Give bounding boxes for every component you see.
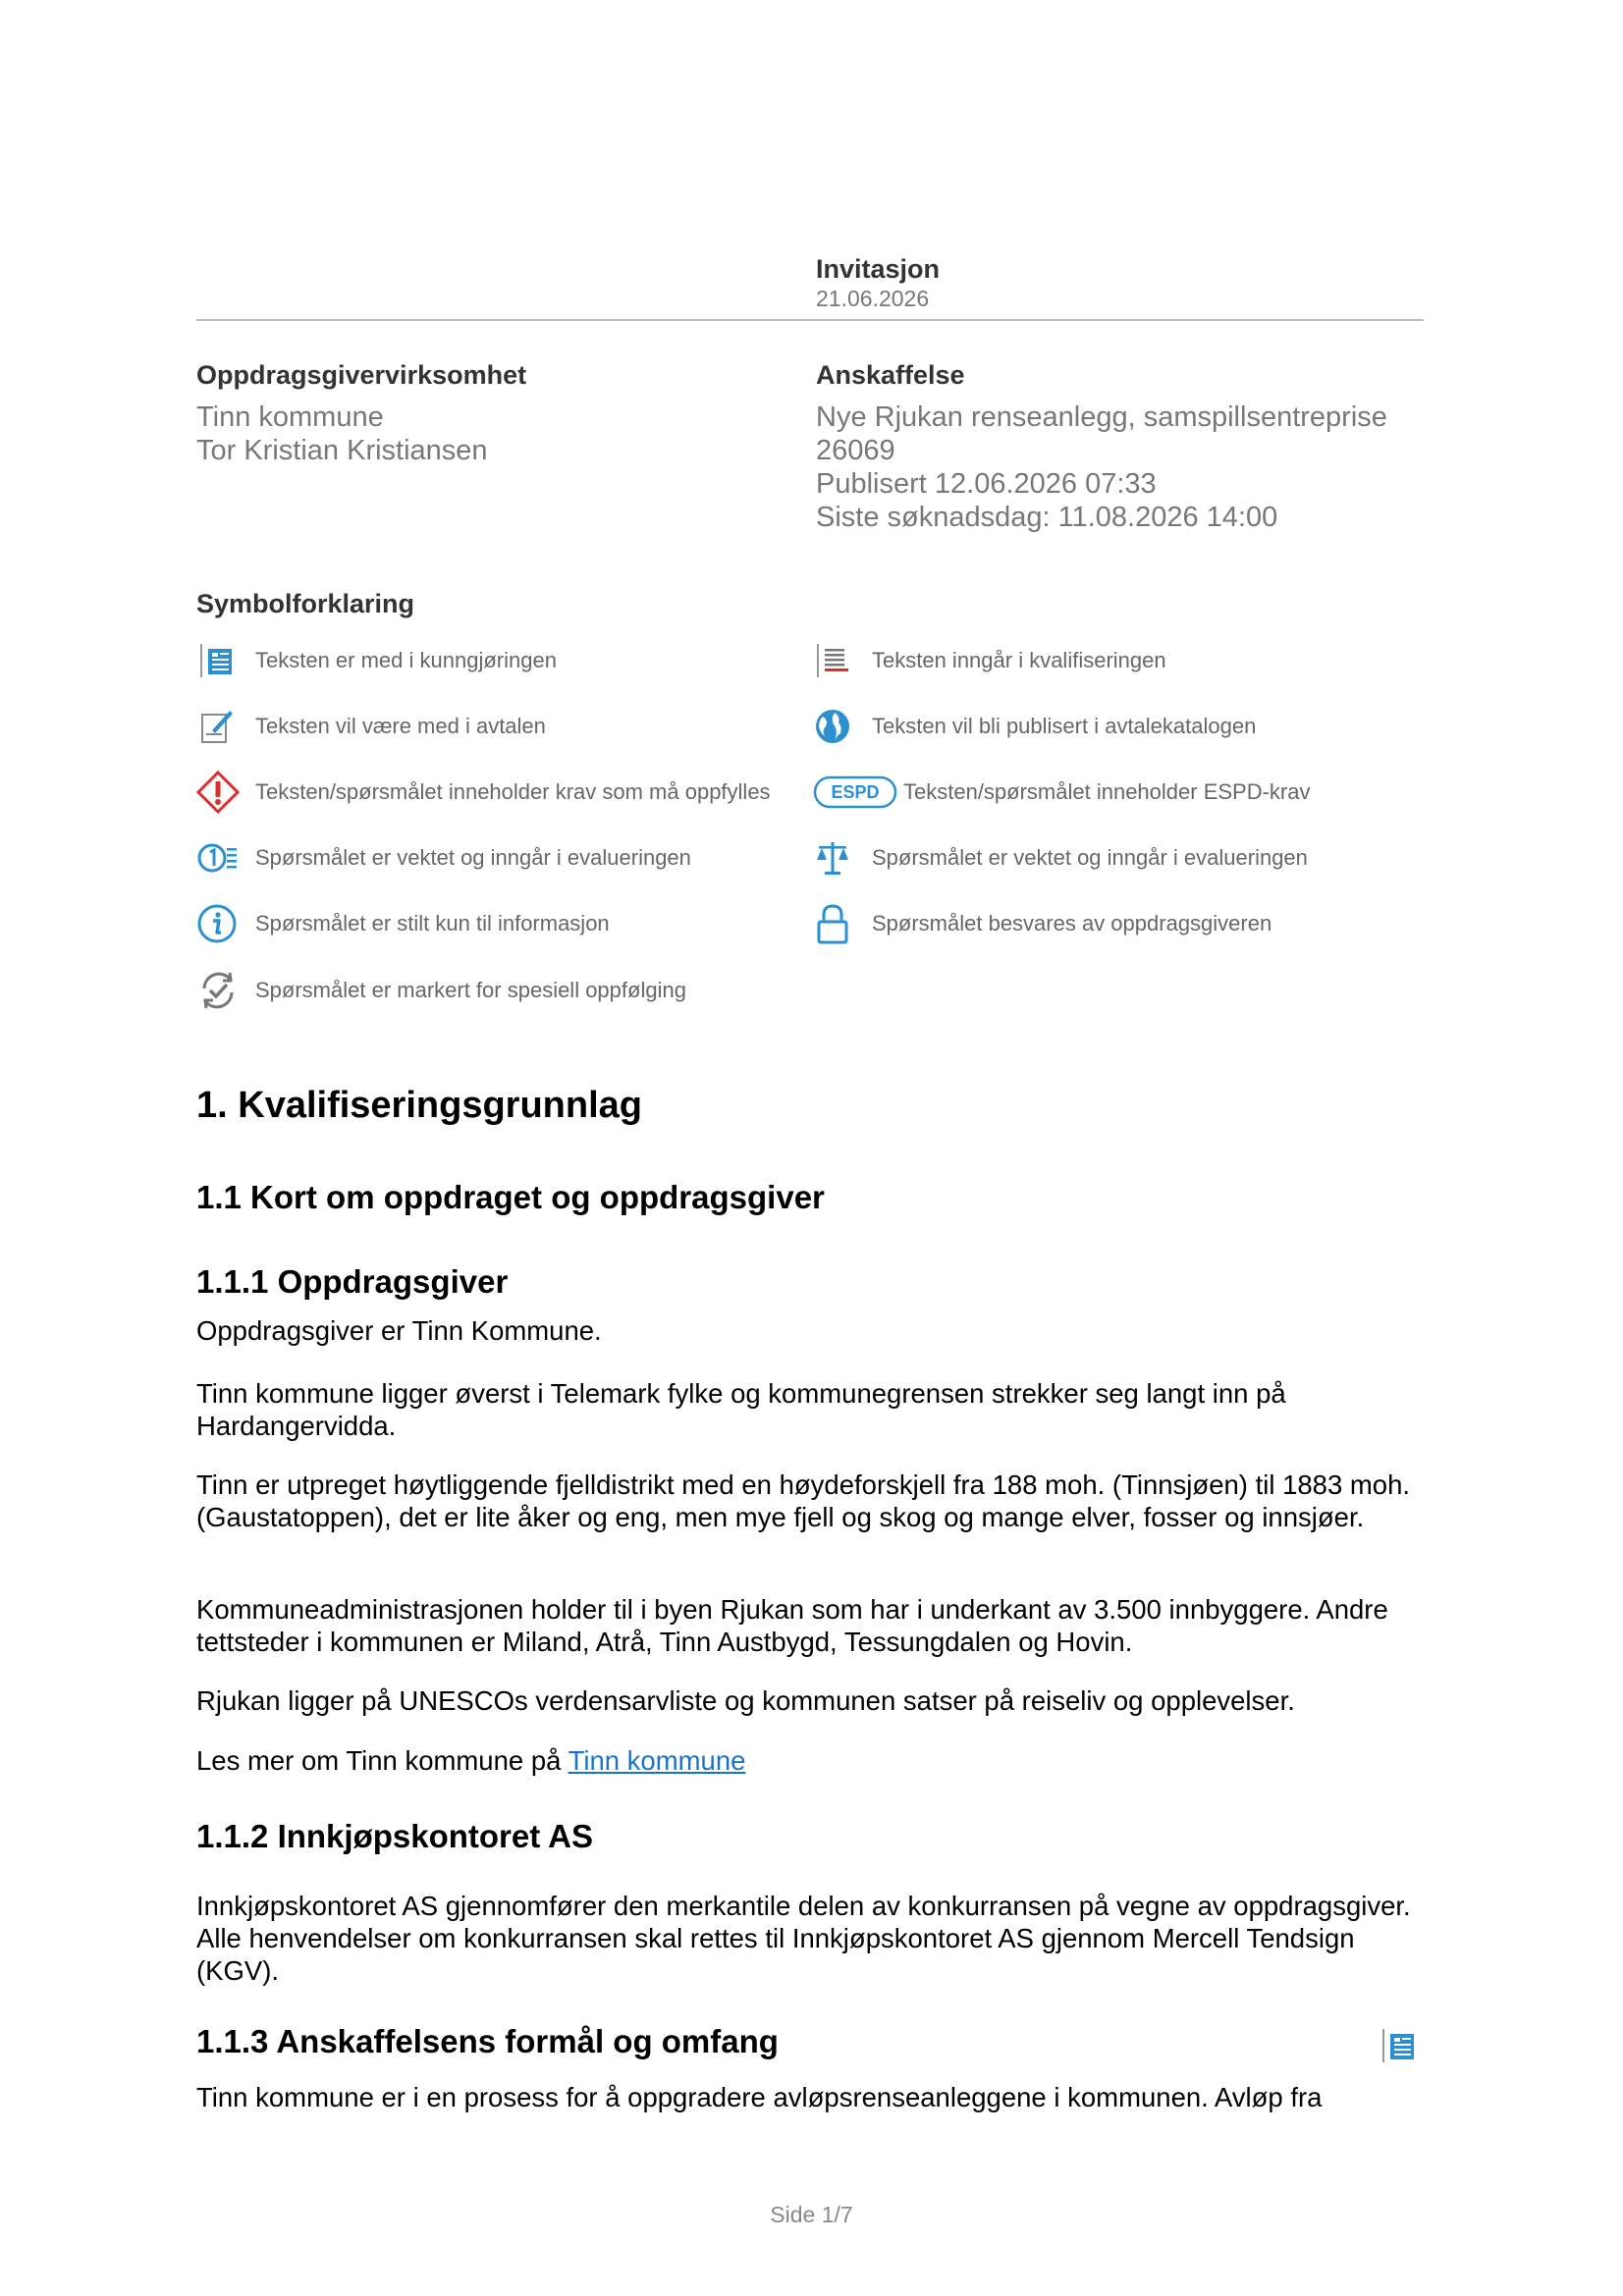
procurement-heading: Anskaffelse [816,360,965,390]
legend-text: Spørsmålet er markert for spesiell oppfølging [255,978,686,1002]
announcement-doc-icon [1379,2026,1418,2070]
document-type-title: Invitasjon [816,254,941,284]
legend-text: Teksten vil bli publisert i avtalekatalogen [872,714,1257,738]
legend-text: Teksten er med i kunngjøringen [255,648,557,672]
document-date: 21.06.2026 [816,286,930,311]
legend-item-weighted [196,835,691,881]
warning-diamond-icon [196,770,243,815]
deadline-date: Siste søknadsdag: 11.08.2026 14:00 [816,502,1278,533]
padlock-icon [813,901,860,946]
legend-item-contract [196,704,546,749]
legend-item-follow-up [196,968,686,1013]
announcement-doc-icon [196,638,243,683]
legend-item-info [196,901,610,946]
scales-icon [813,835,860,881]
espd-badge-icon [813,770,899,815]
legend-text: Teksten/spørsmålet inneholder ESPD-krav [903,779,1311,804]
legend-text: Teksten/spørsmålet inneholder krav som må oppfylles [255,779,771,804]
document-header [816,253,940,312]
contract-pen-icon [196,704,243,749]
paragraph: Rjukan ligger på UNESCOs verdensarvliste og kommunen satser på reiseliv og opplevelser. [196,1685,1295,1716]
paragraph: Innkjøpskontoret AS gjennomfører den merkantile delen av konkurransen på vegne av oppdragsgiver. Alle henvendelser om konkurransen skal rettes til Innkjøpskontoret AS gjennom Mercell Tendsign (KGV). [196,1891,1411,1986]
page-number: Side 1/7 [770,2202,853,2227]
header-divider [196,319,1424,321]
legend-item-announcement [196,638,557,683]
legend-text: Spørsmålet er stilt kun til informasjon [255,911,610,935]
legend-item-qualification [813,638,1166,683]
follow-up-check-icon [196,968,243,1013]
qualification-list-icon [813,638,860,683]
info-circle-icon [196,901,243,946]
section-heading-1-1: 1.1 Kort om oppdraget og oppdragsgiver [196,1179,825,1215]
legend-text: Spørsmålet besvares av oppdragsgiveren [872,911,1272,935]
legend-title: Symbolforklaring [196,589,415,618]
legend-item-catalog [813,704,1256,749]
section-heading-1-1-3: 1.1.3 Anskaffelsens formål og omfang [196,2023,779,2059]
read-more-prefix: Les mer om Tinn kommune på [196,1745,568,1776]
procurement-name: Nye Rjukan renseanlegg, samspillsentreprise [816,401,1387,433]
paragraph: Oppdragsgiver er Tinn Kommune. [196,1315,602,1346]
weighted-number-icon [196,835,243,881]
contact-person: Tor Kristian Kristiansen [196,435,488,466]
contracting-authority-heading: Oppdragsgivervirksomhet [196,360,527,390]
legend-text: Teksten inngår i kvalifiseringen [872,648,1166,672]
legend-text: Spørsmålet er vektet og inngår i evalueringen [255,845,691,870]
paragraph: Tinn kommune ligger øverst i Telemark fylke og kommunegrensen strekker seg langt inn på Hardangervidda. [196,1378,1286,1441]
tinn-kommune-link[interactable]: Tinn kommune [568,1745,746,1776]
section-heading-1-1-2: 1.1.2 Innkjøpskontoret AS [196,1818,594,1854]
legend-item-weighted-scales [813,835,1308,881]
section-heading-1-1-1: 1.1.1 Oppdragsgiver [196,1263,509,1300]
legend-text: Spørsmålet er vektet og inngår i evalueringen [872,845,1308,870]
legend-item-espd [813,770,1311,815]
legend-item-answered-by-authority [813,901,1271,946]
section-heading-1: 1. Kvalifiseringsgrunnlag [196,1085,642,1126]
legend-text: Teksten vil være med i avtalen [255,714,546,738]
espd-badge-label: ESPD [831,782,880,802]
paragraph: Kommuneadministrasjonen holder til i byen Rjukan som har i underkant av 3.500 innbyggere. Andre tettsteder i kommunen er Miland, Atrå, Tinn Austbygd, Tessungdalen og Hovin. [196,1594,1388,1657]
published-date: Publisert 12.06.2026 07:33 [816,468,1157,500]
contracting-authority-block [196,355,526,467]
legend-item-requirement [196,770,771,815]
paragraph: Tinn er utpreget høytliggende fjelldistrikt med en høydeforskjell fra 188 moh. (Tinnsjøen) til 1883 moh. (Gaustatoppen), det er lite åker og eng, men mye fjell og skog og mange elver, fosser og innsjøer. [196,1469,1411,1532]
procurement-id: 26069 [816,435,895,466]
authority-name: Tinn kommune [196,401,384,433]
paragraph-read-more [196,1744,1424,1777]
globe-icon [813,704,860,749]
paragraph: Tinn kommune er i en prosess for å oppgradere avløpsrenseanleggene i kommunen. Avløp fra [196,2082,1323,2112]
procurement-block [816,355,1387,534]
